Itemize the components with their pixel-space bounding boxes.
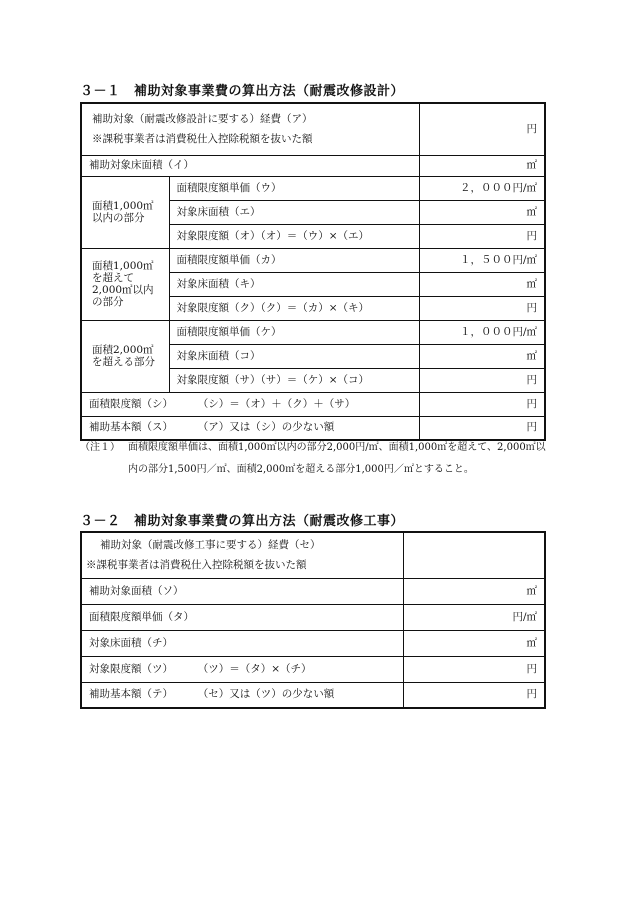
row-label: 面積限度額単価（ケ） [169,320,419,344]
row-value: １，５００円/㎡ [419,248,545,272]
limit-formula: （シ）＝（オ）＋（ク）＋（サ） [203,397,356,410]
base-label: 補助基本額（ス） [89,421,173,434]
row-label: 対象床面積（チ） [81,630,403,656]
table-row [81,176,545,200]
base-formula: （ア）又は（シ）の少ない額 [203,421,335,434]
row-value: １，０００円/㎡ [419,320,545,344]
row-value: 円 [419,224,545,248]
row-label: 対象床面積（エ） [169,200,419,224]
table-row [81,578,545,604]
row-formula: （セ）又は（ツ）の少ない額 [203,688,335,701]
row-cell [81,656,403,682]
row-unit: ㎡ [403,578,545,604]
cost-value [403,532,545,578]
group-label-3: 面積2,000㎡を超える部分 [81,320,169,392]
base-unit: 円 [419,416,545,440]
floor-label: 補助対象床面積（イ） [81,155,419,176]
row-unit: 円 [403,656,545,682]
row-label: 対象限度額（オ）（オ）＝（ウ）×（エ） [169,224,419,248]
row-label: 対象限度額（ツ） [89,662,173,675]
table-row [81,103,545,155]
row-label: 面積限度額単価（タ） [81,604,403,630]
design-cost-table [80,102,546,441]
row-unit: ㎡ [403,630,545,656]
table-row [81,630,545,656]
row-label: 面積限度額単価（ウ） [169,176,419,200]
row-cell [81,682,403,708]
cost-label: 補助対象（耐震改修設計に要する）経費（ア） [92,113,313,126]
row-value: ㎡ [419,200,545,224]
section2-heading: ３－２ 補助対象事業費の算出方法（耐震改修工事） [80,514,405,529]
table-row [81,656,545,682]
row-value: 円 [419,296,545,320]
row-value: ㎡ [419,272,545,296]
row-label: 対象床面積（コ） [169,344,419,368]
row-label: 補助対象面積（ソ） [81,578,403,604]
row-value: 円 [419,368,545,392]
cost-label: 補助対象（耐震改修工事に要する）経費（セ） [100,539,321,552]
limit-unit: 円 [419,392,545,416]
table-row [81,682,545,708]
note [80,437,550,481]
row-unit: 円/㎡ [403,604,545,630]
note-label: （注１） [80,442,120,453]
row-value: ２，０００円/㎡ [419,176,545,200]
cost-sublabel: ※課税事業者は消費税仕入控除税額を抜いた額 [92,133,313,146]
table-row [81,155,545,176]
table-row [81,320,545,344]
construction-cost-table [80,531,546,709]
cost-cell [81,103,419,155]
row-label: 対象限度額（サ）（サ）＝（ケ）×（コ） [169,368,419,392]
cost-sublabel: ※課税事業者は消費税仕入控除税額を抜いた額 [86,559,307,572]
row-label: 補助基本額（テ） [89,688,173,701]
row-unit: 円 [403,682,545,708]
limit-cell [81,392,419,416]
row-label: 対象床面積（キ） [169,272,419,296]
section1-heading: ３－１ 補助対象事業費の算出方法（耐震改修設計） [80,84,405,99]
floor-unit: ㎡ [419,155,545,176]
group-label-2: 面積1,000㎡を超えて2,000㎡以内の部分 [81,248,169,320]
cost-unit: 円 [419,103,545,155]
note-text: 面積限度額単価は、面積1,000㎡以内の部分2,000円/㎡、面積1,000㎡を超えて、2,000㎡以内の部分1,500円／㎡、面積2,000㎡を超える部分1,000円／㎡とすること。 [128,442,546,475]
table-row [81,604,545,630]
row-label: 面積限度額単価（カ） [169,248,419,272]
row-value: ㎡ [419,344,545,368]
table-row [81,248,545,272]
cost-cell [81,532,403,578]
row-formula: （ツ）＝（タ）×（チ） [203,662,312,675]
table-row [81,392,545,416]
row-label: 対象限度額（ク）（ク）＝（カ）×（キ） [169,296,419,320]
limit-label: 面積限度額（シ） [89,397,173,410]
table-row [81,532,545,578]
group-label-1: 面積1,000㎡以内の部分 [81,176,169,248]
